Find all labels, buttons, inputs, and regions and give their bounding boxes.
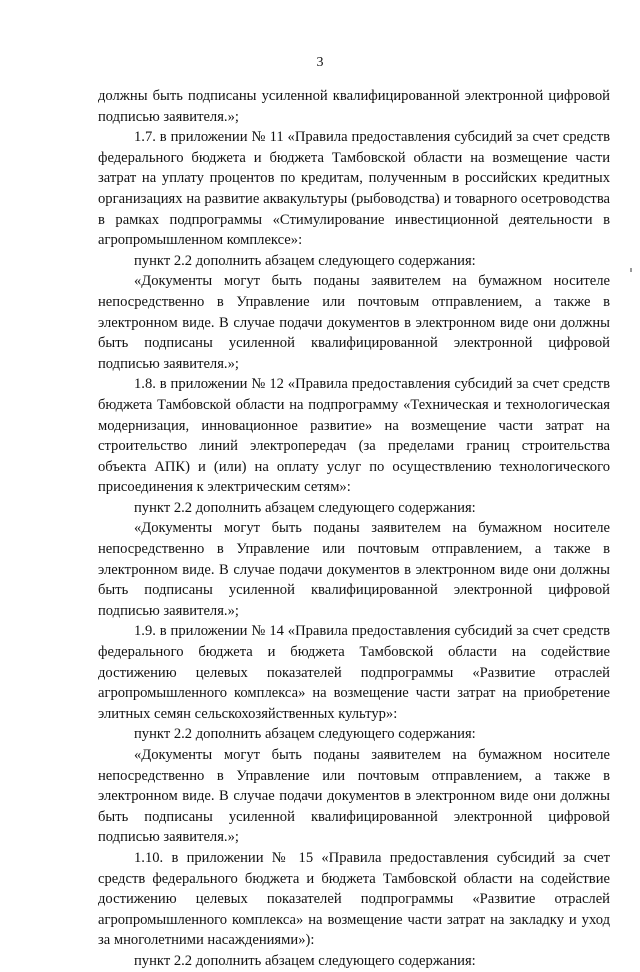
paragraph: 1.10. в приложении № 15 «Правила предоставления субсидий за счет средств федерального бюджета и бюджета Тамбовской области на содействие достижению целевых показателей подпрограммы «Развитие отраслей агропромышленного комплекса» на возмещение части затрат на закладку и уход за многолетними насаждениями»): <box>98 849 610 949</box>
paragraph: пункт 2.2 дополнить абзацем следующего содержания: <box>134 726 476 743</box>
paragraph: пункт 2.2 дополнить абзацем следующего содержания: <box>134 952 476 969</box>
paragraph: 1.9. в приложении № 14 «Правила предоставления субсидий за счет средств федерального бюджета и бюджета Тамбовской области на содействие достижению целевых показателей подпрограммы «Развитие отраслей агропромышленного комплекса» на возмещение части затрат на приобретение элитных семян сельскохозяйственных культур»: <box>98 623 610 722</box>
paragraph: «Документы могут быть поданы заявителем на бумажном носителе непосредственно в Управление или почтовым отправлением, а также в электронном виде. В случае подачи документов в электронном виде они должны быть подписаны усиленной квалифицированной электронной цифровой подписью заявителя.»; <box>98 520 610 619</box>
paragraph: 1.7. в приложении № 11 «Правила предоставления субсидий за счет средств федерального бюджета и бюджета Тамбовской области на возмещение части затрат на уплату процентов по кредитам, полученным в российских кредитных организациях на развитие аквакультуры (рыбоводства) и товарного осетроводства в рамках подпрограммы «Стимулирование инвестиционной деятельности в агропромышленном комплексе»: <box>98 129 610 249</box>
paragraph: пункт 2.2 дополнить абзацем следующего содержания: <box>134 499 476 516</box>
paragraph: «Документы могут быть поданы заявителем на бумажном носителе непосредственно в Управление или почтовым отправлением, а также в электронном виде. В случае подачи документов в электронном виде они должны быть подписаны усиленной квалифицированной электронной цифровой подписью заявителя.»; <box>98 747 610 846</box>
paragraph: пункт 2.2 дополнить абзацем следующего содержания: <box>134 252 476 269</box>
document-body <box>98 86 610 972</box>
scan-mark <box>630 268 632 272</box>
page-number: 3 <box>316 55 324 70</box>
paragraph: 1.8. в приложении № 12 «Правила предоставления субсидий за счет средств бюджета Тамбовской области на подпрограмму «Техническая и технологическая модернизация, инновационное развитие» на возмещение части затрат на строительство линий электропередач (за пределами границ строительства объекта АПК) и (или) на оплату услуг по осуществлению технологического присоединения к электрическим сетям»: <box>98 376 610 496</box>
paragraph: должны быть подписаны усиленной квалифицированной электронной цифровой подписью заявителя.»; <box>98 88 610 125</box>
paragraph: «Документы могут быть поданы заявителем на бумажном носителе непосредственно в Управление или почтовым отправлением, а также в электронном виде. В случае подачи документов в электронном виде они должны быть подписаны усиленной квалифицированной электронной цифровой подписью заявителя.»; <box>98 273 610 372</box>
